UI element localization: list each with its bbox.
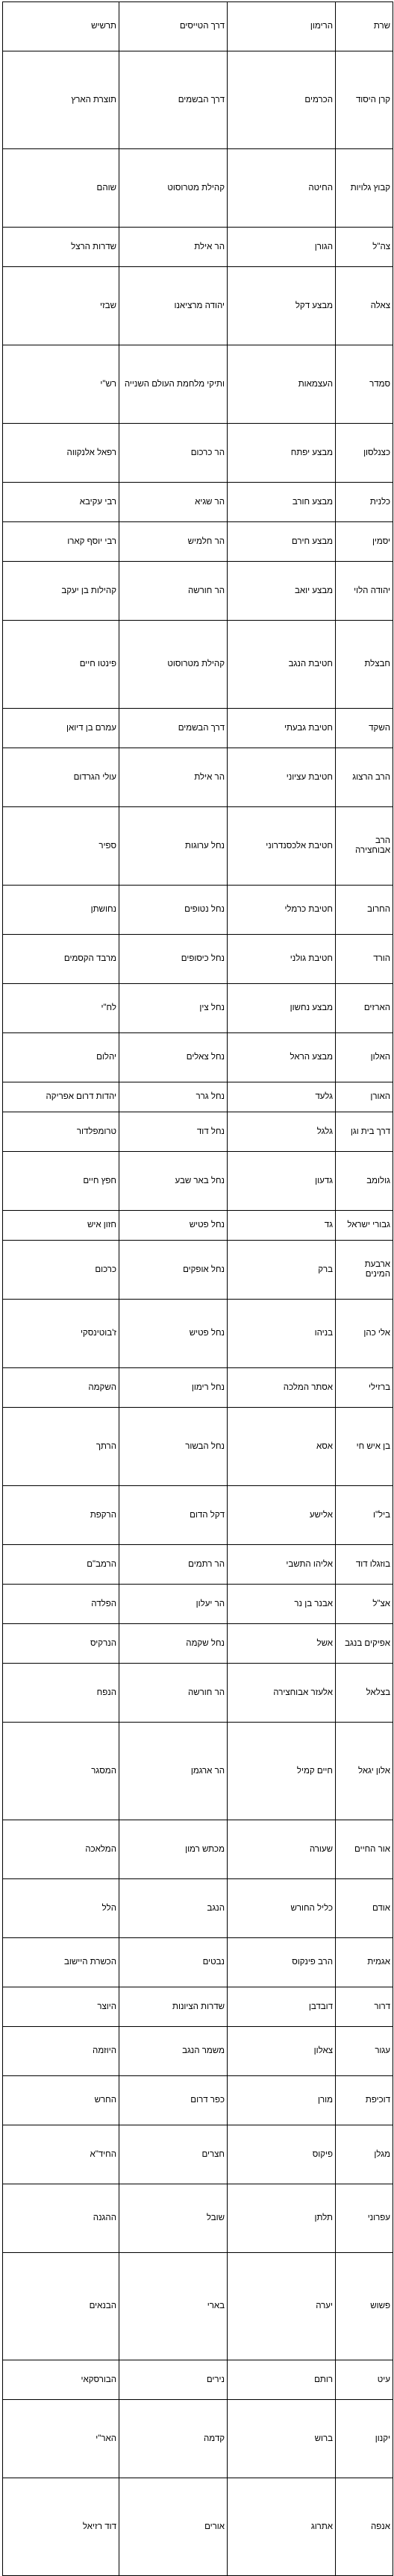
table-cell: אסתר המלכה xyxy=(228,1368,336,1408)
table-cell: ביל"ו xyxy=(336,1486,393,1545)
table-cell: מרבד הקסמים xyxy=(3,935,119,984)
table-cell: כפר דרום xyxy=(119,2076,228,2125)
table-cell: יקנון xyxy=(336,2400,393,2478)
table-cell: הבורסקאי xyxy=(3,2360,119,2400)
table-cell: הר חלמיש xyxy=(119,522,228,562)
table-cell: גולומב xyxy=(336,1152,393,1211)
table-cell: מבצע דקל xyxy=(228,267,336,345)
table-cell: עולי הגרדום xyxy=(3,748,119,807)
table-cell: ברק xyxy=(228,1241,336,1300)
table-cell: גבורי ישראל xyxy=(336,1211,393,1241)
table-cell: דרך הבשמים xyxy=(119,709,228,748)
table-cell: מורן xyxy=(228,2076,336,2125)
table-cell: אסא xyxy=(228,1408,336,1486)
table-cell: קהילות בן יעקב xyxy=(3,562,119,621)
table-cell: רותם xyxy=(228,2360,336,2400)
table-cell: בניהו xyxy=(228,1300,336,1368)
table-row xyxy=(3,1300,393,1368)
table-cell: טרומפלדור xyxy=(3,1112,119,1152)
table-row xyxy=(3,1723,393,1820)
table-cell: מבצע הראל xyxy=(228,1033,336,1082)
table-cell: יערה xyxy=(228,2253,336,2360)
table-cell: יסמין xyxy=(336,522,393,562)
table-cell: תרשיש xyxy=(3,2,119,51)
table-cell: נחל שקמה xyxy=(119,1624,228,1664)
table-cell: ברוש xyxy=(228,2400,336,2478)
table-cell: מבצע נחשון xyxy=(228,984,336,1033)
table-cell: חזון איש xyxy=(3,1211,119,1241)
table-row xyxy=(3,621,393,709)
table-cell: תוצרת הארץ xyxy=(3,51,119,149)
table-cell: נחל צאלים xyxy=(119,1033,228,1082)
table-cell: דרך הבשמים xyxy=(119,51,228,149)
table-cell: אורים xyxy=(119,2478,228,2576)
table-cell: מבצע חורב xyxy=(228,483,336,522)
table-row xyxy=(3,2,393,51)
table-cell: אבנר בן נר xyxy=(228,1585,336,1624)
table-cell: סמדר xyxy=(336,345,393,424)
table-cell: אלי כהן xyxy=(336,1300,393,1368)
table-cell: הרב הרצוג xyxy=(336,748,393,807)
table-cell: המלאכה xyxy=(3,1820,119,1879)
table-cell: שעורה xyxy=(228,1820,336,1879)
table-cell: החרוב xyxy=(336,886,393,935)
table-cell: רבי עקיבא xyxy=(3,483,119,522)
table-cell: חפץ חיים xyxy=(3,1152,119,1211)
table-cell: כלנית xyxy=(336,483,393,522)
table-cell: שרת xyxy=(336,2,393,51)
table-cell: דוד רזיאל xyxy=(3,2478,119,2576)
table-cell: נחל רימון xyxy=(119,1368,228,1408)
table-cell: הר רתמים xyxy=(119,1545,228,1585)
table-cell: הרקפת xyxy=(3,1486,119,1545)
table-cell: דרך הטייסים xyxy=(119,2,228,51)
table-cell: מבצע חירם xyxy=(228,522,336,562)
table-cell: ארבעת המינים xyxy=(336,1241,393,1300)
table-cell: הגורן xyxy=(228,228,336,267)
table-cell: הארזים xyxy=(336,984,393,1033)
streets-table xyxy=(2,1,393,2576)
table-cell: אנפה xyxy=(336,2478,393,2576)
table-row xyxy=(3,886,393,935)
table-cell: החרש xyxy=(3,2076,119,2125)
table-row xyxy=(3,1987,393,2027)
table-cell: קהילת מטרוסוט xyxy=(119,621,228,709)
table-cell: אשל xyxy=(228,1624,336,1664)
table-cell: פשוש xyxy=(336,2253,393,2360)
table-row xyxy=(3,562,393,621)
table-cell: גלגל xyxy=(228,1112,336,1152)
table-cell: הר שגיא xyxy=(119,483,228,522)
table-cell: שדרות הציונות xyxy=(119,1987,228,2027)
table-cell: יהלום xyxy=(3,1033,119,1082)
table-row xyxy=(3,2125,393,2184)
table-cell: מכתש רמון xyxy=(119,1820,228,1879)
streets-table-body xyxy=(3,2,393,2576)
table-cell: הר אילת xyxy=(119,748,228,807)
table-cell: הר יעלון xyxy=(119,1585,228,1624)
table-cell: רבי יוסף קארו xyxy=(3,522,119,562)
table-row xyxy=(3,483,393,522)
table-row xyxy=(3,1152,393,1211)
table-cell: חיים קמיל xyxy=(228,1723,336,1820)
table-cell: נחל אופקים xyxy=(119,1241,228,1300)
table-row xyxy=(3,1938,393,1987)
table-cell: שובל xyxy=(119,2184,228,2253)
table-cell: צאלון xyxy=(228,2027,336,2076)
table-cell: בוזגלו דוד xyxy=(336,1545,393,1585)
table-cell: גדעון xyxy=(228,1152,336,1211)
table-row xyxy=(3,267,393,345)
table-cell: גלעד xyxy=(228,1082,336,1112)
table-row xyxy=(3,1211,393,1241)
table-cell: חטיבת כרמלי xyxy=(228,886,336,935)
table-cell: אצ"ל xyxy=(336,1585,393,1624)
table-row xyxy=(3,1241,393,1300)
table-cell: אגמית xyxy=(336,1938,393,1987)
table-cell: תלתן xyxy=(228,2184,336,2253)
table-cell: האלון xyxy=(336,1033,393,1082)
table-cell: חטיבת אלכסנדרוני xyxy=(228,807,336,886)
table-row xyxy=(3,748,393,807)
table-cell: נחל כיסופים xyxy=(119,935,228,984)
table-row xyxy=(3,709,393,748)
table-row xyxy=(3,807,393,886)
table-cell: קדמה xyxy=(119,2400,228,2478)
table-cell: רפאל אלנקווה xyxy=(3,424,119,483)
table-cell: אלעזר אבוחצירה xyxy=(228,1664,336,1723)
table-row xyxy=(3,1820,393,1879)
table-cell: נירים xyxy=(119,2360,228,2400)
table-cell: ז'בוטינסקי xyxy=(3,1300,119,1368)
table-cell: חטיבת עציוני xyxy=(228,748,336,807)
table-row xyxy=(3,1585,393,1624)
table-cell: הכשרת היישוב xyxy=(3,1938,119,1987)
table-cell: משמר הנגב xyxy=(119,2027,228,2076)
table-cell: חטיבת גולני xyxy=(228,935,336,984)
table-row xyxy=(3,1033,393,1082)
table-cell: אליהו התשבי xyxy=(228,1545,336,1585)
table-cell: דוכיפת xyxy=(336,2076,393,2125)
table-cell: אלישע xyxy=(228,1486,336,1545)
table-cell: האורן xyxy=(336,1082,393,1112)
table-cell: עמרם בן דיואן xyxy=(3,709,119,748)
table-row xyxy=(3,2253,393,2360)
table-cell: החיטה xyxy=(228,149,336,228)
table-row xyxy=(3,149,393,228)
table-cell: השקד xyxy=(336,709,393,748)
table-cell: גד xyxy=(228,1211,336,1241)
table-row xyxy=(3,2027,393,2076)
table-cell: שוהם xyxy=(3,149,119,228)
table-cell: נחל גרר xyxy=(119,1082,228,1112)
table-cell: הנרקיס xyxy=(3,1624,119,1664)
table-cell: דובדבן xyxy=(228,1987,336,2027)
table-row xyxy=(3,51,393,149)
table-cell: השקמה xyxy=(3,1368,119,1408)
table-row xyxy=(3,2360,393,2400)
table-cell: נחל נטופים xyxy=(119,886,228,935)
table-cell: כרכום xyxy=(3,1241,119,1300)
table-cell: לח"י xyxy=(3,984,119,1033)
table-cell: דקל הדום xyxy=(119,1486,228,1545)
table-row xyxy=(3,2184,393,2253)
table-cell: חטיבת גבעתי xyxy=(228,709,336,748)
table-cell: הכרמים xyxy=(228,51,336,149)
table-row xyxy=(3,228,393,267)
table-row xyxy=(3,1486,393,1545)
table-cell: נחושתן xyxy=(3,886,119,935)
table-cell: שבזי xyxy=(3,267,119,345)
table-cell: ברזילי xyxy=(336,1368,393,1408)
table-row xyxy=(3,1408,393,1486)
table-cell: צה"ל xyxy=(336,228,393,267)
table-cell: קבוץ גלויות xyxy=(336,149,393,228)
table-cell: נחל הבשור xyxy=(119,1408,228,1486)
table-cell: נחל באר שבע xyxy=(119,1152,228,1211)
table-cell: דרך בית וגן xyxy=(336,1112,393,1152)
table-cell: נחל פטיש xyxy=(119,1211,228,1241)
table-cell: עפרוני xyxy=(336,2184,393,2253)
table-row xyxy=(3,1112,393,1152)
table-cell: אתרוג xyxy=(228,2478,336,2576)
table-cell: עיט xyxy=(336,2360,393,2400)
table-cell: אודם xyxy=(336,1879,393,1938)
table-cell: האר"י xyxy=(3,2400,119,2478)
table-cell: חטיבת הנגב xyxy=(228,621,336,709)
table-cell: בצלאל xyxy=(336,1664,393,1723)
table-cell: הר חורשה xyxy=(119,562,228,621)
table-cell: נחל צין xyxy=(119,984,228,1033)
table-row xyxy=(3,935,393,984)
table-row xyxy=(3,1545,393,1585)
table-cell: הר חורשה xyxy=(119,1664,228,1723)
table-cell: ותיקי מלחמת העולם השנייה xyxy=(119,345,228,424)
table-cell: הורד xyxy=(336,935,393,984)
table-cell: פינטו חיים xyxy=(3,621,119,709)
table-cell: פיקוס xyxy=(228,2125,336,2184)
table-cell: קהילת מטרוסוט xyxy=(119,149,228,228)
table-cell: הר כרכום xyxy=(119,424,228,483)
table-cell: הרמב"ם xyxy=(3,1545,119,1585)
table-cell: היוצר xyxy=(3,1987,119,2027)
table-row xyxy=(3,2478,393,2576)
table-cell: המסגר xyxy=(3,1723,119,1820)
table-row xyxy=(3,1879,393,1938)
table-cell: הרימון xyxy=(228,2,336,51)
table-cell: הנפח xyxy=(3,1664,119,1723)
table-cell: הר אילת xyxy=(119,228,228,267)
table-cell: הרתך xyxy=(3,1408,119,1486)
table-cell: נבטים xyxy=(119,1938,228,1987)
table-row xyxy=(3,984,393,1033)
table-cell: חצרים xyxy=(119,2125,228,2184)
table-cell: שדרות הרצל xyxy=(3,228,119,267)
table-row xyxy=(3,2076,393,2125)
table-cell: החיד"א xyxy=(3,2125,119,2184)
table-cell: צאלה xyxy=(336,267,393,345)
table-row xyxy=(3,1664,393,1723)
table-cell: נחל דוד xyxy=(119,1112,228,1152)
table-cell: הרב פינקוס xyxy=(228,1938,336,1987)
table-cell: מגלן xyxy=(336,2125,393,2184)
table-cell: הפלדה xyxy=(3,1585,119,1624)
table-cell: מבצע יפתח xyxy=(228,424,336,483)
table-row xyxy=(3,1624,393,1664)
table-row xyxy=(3,522,393,562)
table-cell: כליל החורש xyxy=(228,1879,336,1938)
table-cell: הלל xyxy=(3,1879,119,1938)
table-row xyxy=(3,2400,393,2478)
table-cell: אור החיים xyxy=(336,1820,393,1879)
table-row xyxy=(3,424,393,483)
table-cell: יהדות דרום אפריקה xyxy=(3,1082,119,1112)
table-cell: ההגנה xyxy=(3,2184,119,2253)
table-cell: יהודה הלוי xyxy=(336,562,393,621)
table-cell: אפיקים בנגב xyxy=(336,1624,393,1664)
table-cell: יהודה מרציאנו xyxy=(119,267,228,345)
table-cell: מבצע יואב xyxy=(228,562,336,621)
table-cell: ספיר xyxy=(3,807,119,886)
table-cell: בארי xyxy=(119,2253,228,2360)
table-cell: היוזמה xyxy=(3,2027,119,2076)
table-cell: העצמאות xyxy=(228,345,336,424)
table-row xyxy=(3,345,393,424)
table-cell: הבנאים xyxy=(3,2253,119,2360)
table-cell: הר ארגמן xyxy=(119,1723,228,1820)
table-cell: דרור xyxy=(336,1987,393,2027)
table-cell: רש"י xyxy=(3,345,119,424)
table-cell: הנגב xyxy=(119,1879,228,1938)
table-cell: קרן היסוד xyxy=(336,51,393,149)
table-cell: חבצלת xyxy=(336,621,393,709)
table-cell: הרב אבוחצירה xyxy=(336,807,393,886)
table-cell: כצנלסון xyxy=(336,424,393,483)
table-cell: נחל פטיש xyxy=(119,1300,228,1368)
table-cell: אלון יגאל xyxy=(336,1723,393,1820)
table-cell: עגור xyxy=(336,2027,393,2076)
table-row xyxy=(3,1082,393,1112)
table-cell: נחל ערוגות xyxy=(119,807,228,886)
table-row xyxy=(3,1368,393,1408)
table-cell: בן איש חי xyxy=(336,1408,393,1486)
